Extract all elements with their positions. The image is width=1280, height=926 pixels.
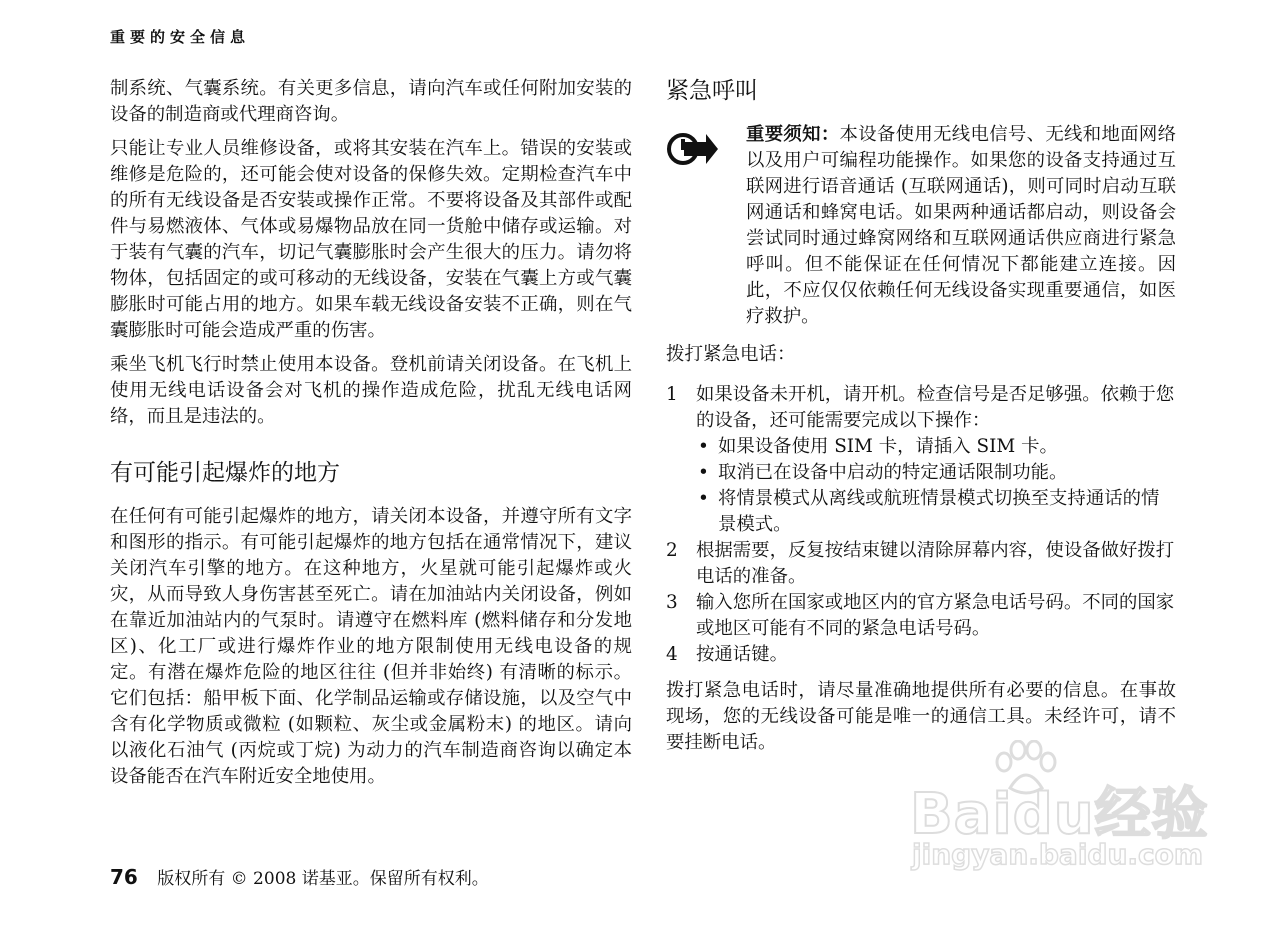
bullet-text: 取消已在设备中启动的特定通话限制功能。	[718, 462, 1068, 483]
paragraph-closing: 拨打紧急电话时，请尽量准确地提供所有必要的信息。在事故现场，您的无线设备可能是唯一的通信工具。未经许可，请不要挂断电话。	[666, 680, 1176, 753]
list-item	[696, 486, 1176, 538]
watermark-brand: Baidu经验	[910, 782, 1209, 847]
bullet-icon: •	[698, 436, 709, 457]
step-text: 输入您所在国家或地区内的官方紧急电话号码。不同的国家或地区可能有不同的紧急电话号码。	[696, 592, 1175, 639]
paragraph-explosive-areas: 在任何有可能引起爆炸的地方，请关闭本设备，并遵守所有文字和图形的指示。有可能引起爆炸的地方包括在通常情况下，建议关闭汽车引擎的地方。在这种地方，火星就可能引起爆炸或火灾，从而导致人身伤害甚至死亡。请在加油站内关闭设备，例如在靠近加油站内的气泵时。请遵守在燃料库 (燃料储存和分发地区)、化工厂或进行爆炸作业的地方限制使用无线电设备的规定。有潜在爆炸危险的地区往往 (但并非始终) 有清晰的标示。它们包括：船甲板下面、化学制品运输或存储设施，以及空气中含有化学物质或微粒 (如颗粒、灰尘或金属粉末) 的地区。请向以液化石油气 (丙烷或丁烷) 为动力的汽车制造商咨询以确定本设备能否在汽车附近安全地使用。	[110, 506, 632, 787]
notice-label: 重要须知：	[746, 124, 840, 145]
right-column	[666, 76, 1176, 764]
list-item	[666, 590, 1176, 642]
watermark-url: jingyan.baidu.com	[912, 838, 1204, 871]
page-header: 重要的安全信息	[110, 28, 251, 46]
important-notice	[666, 122, 1176, 330]
step-text: 根据需要，反复按结束键以清除屏幕内容，使设备做好拨打电话的准备。	[696, 540, 1175, 587]
left-column	[110, 76, 632, 798]
watermark	[910, 740, 1210, 880]
step-number: 2	[666, 540, 678, 561]
paragraph-installation: 只能让专业人员维修设备，或将其安装在汽车上。错误的安装或维修是危险的，还可能会使对设备的保修失效。定期检查汽车中的所有无线设备是否安装或操作正常。不要将设备及其部件或配件与易燃液体、气体或易爆物品放在同一货舱中储存或运输。对于装有气囊的汽车，切记气囊膨胀时会产生很大的压力。请勿将物体，包括固定的或可移动的无线设备，安装在气囊上方或气囊膨胀时可能占用的地方。如果车载无线设备安装不正确，则在气囊膨胀时可能会造成严重的伤害。	[110, 138, 632, 341]
list-item	[666, 642, 1176, 668]
steps-list	[666, 382, 1176, 668]
bullet-text: 将情景模式从离线或航班情景模式切换至支持通话的情景模式。	[718, 488, 1160, 535]
copyright-text: 版权所有 © 2008 诺基亚。保留所有权利。	[157, 869, 489, 889]
step-text: 如果设备未开机，请开机。检查信号是否足够强。依赖于您的设备，还可能需要完成以下操作：	[696, 384, 1175, 431]
bullet-text: 如果设备使用 SIM 卡，请插入 SIM 卡。	[718, 436, 1058, 457]
step-number: 3	[666, 592, 678, 613]
important-notice-icon	[666, 128, 718, 170]
page-number: 76	[110, 865, 138, 889]
step-text: 按通话键。	[696, 644, 788, 665]
paragraph-aircraft: 乘坐飞机飞行时禁止使用本设备。登机前请关闭设备。在飞机上使用无线电话设备会对飞机的操作造成危险，扰乱无线电话网络，而且是违法的。	[110, 354, 632, 427]
step-number: 1	[666, 384, 678, 405]
page-footer	[110, 864, 489, 889]
bullet-icon: •	[698, 488, 709, 509]
subheading-dial-emergency: 拨打紧急电话：	[666, 344, 796, 365]
list-item	[666, 538, 1176, 590]
bullet-icon: •	[698, 462, 709, 483]
list-item	[666, 382, 1176, 538]
list-item	[696, 434, 1176, 460]
bullet-list	[696, 434, 1176, 538]
list-item	[696, 460, 1176, 486]
notice-text: 本设备使用无线电信号、无线和地面网络以及用户可编程功能操作。如果您的设备支持通过互联网进行语音通话 (互联网通话)，则可同时启动互联网通话和蜂窝电话。如果两种通话都启动，则设备会尝试同时通过蜂窝网络和互联网通话供应商进行紧急呼叫。但不能保证在任何情况下都能建立连接。因此，不应仅仅依赖任何无线设备实现重要通信，如医疗救护。	[746, 124, 1176, 327]
step-number: 4	[666, 644, 678, 665]
section-heading-emergency: 紧急呼叫	[666, 78, 758, 104]
paragraph-airbag-intro: 制系统、气囊系统。有关更多信息，请向汽车或任何附加安装的设备的制造商或代理商咨询。	[110, 78, 632, 125]
section-heading-explosive: 有可能引起爆炸的地方	[110, 460, 340, 486]
